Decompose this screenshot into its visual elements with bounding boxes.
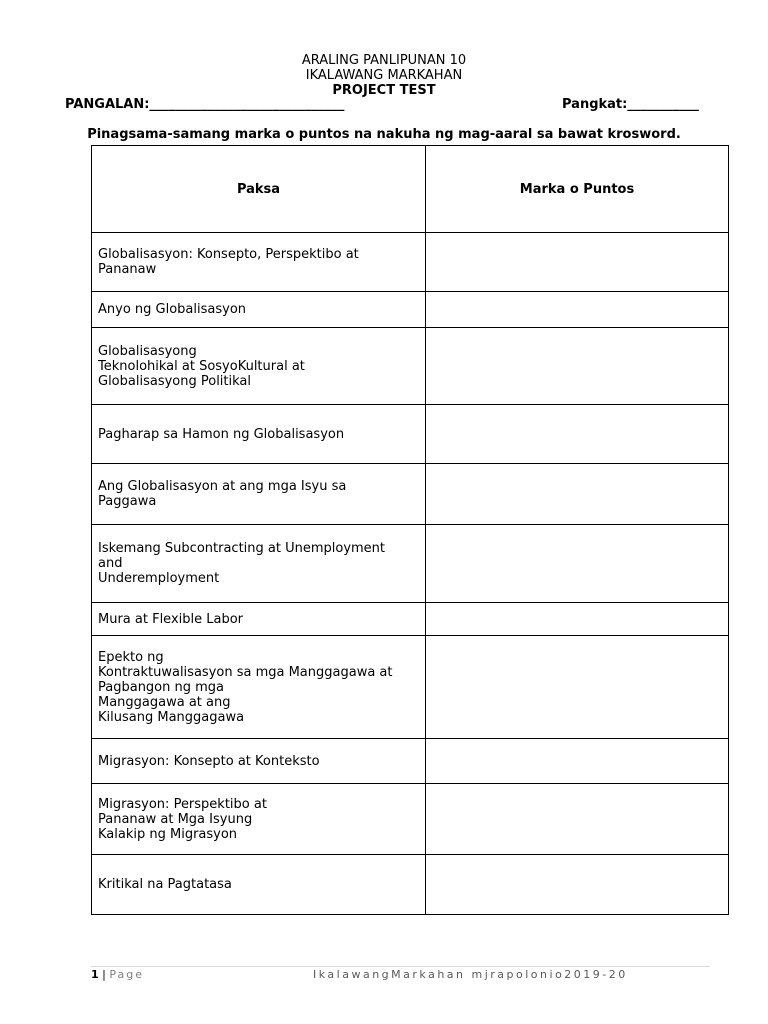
topic-line: Kalakip ng Migrasyon: [98, 826, 238, 842]
page-label: Page: [109, 968, 145, 981]
table-row: [92, 739, 729, 784]
instruction-text: Pinagsama-samang marka o puntos na nakuha ng mag-aaral sa bawat krosword.: [87, 127, 681, 142]
score-cell[interactable]: [426, 233, 729, 292]
topic-line: Globalisasyon: Konsepto, Perspektibo at: [98, 247, 359, 262]
topic-cell: [92, 464, 426, 525]
topic-cell: [92, 292, 426, 328]
score-cell[interactable]: [426, 784, 729, 855]
footer-note: IkalawangMarkahan mjrapolonio2019-20: [313, 968, 628, 981]
topic-cell: [92, 636, 426, 739]
topic-line: Pagbangon ng mga: [98, 679, 225, 695]
topic-line: Migrasyon: Konsepto at Konteksto: [98, 753, 320, 769]
score-cell[interactable]: [426, 405, 729, 464]
score-cell[interactable]: [426, 292, 729, 328]
score-cell[interactable]: [426, 739, 729, 784]
topic-line: Manggagawa at ang: [98, 694, 231, 710]
score-cell[interactable]: [426, 855, 729, 915]
topic-cell: [92, 405, 426, 464]
topic-cell: [92, 233, 426, 292]
topic-line: Underemployment: [98, 571, 220, 586]
table-row: [92, 233, 729, 292]
table-row: [92, 464, 729, 525]
score-cell[interactable]: [426, 328, 729, 405]
topic-line: Kontraktuwalisasyon sa mga Manggagawa at: [98, 664, 393, 680]
topic-line: Globalisasyong Politikal: [98, 373, 252, 389]
table-row: [92, 328, 729, 405]
score-cell[interactable]: [426, 525, 729, 603]
table-row: [92, 292, 729, 328]
topic-line: and: [98, 556, 123, 571]
table-row: [92, 405, 729, 464]
topic-cell: [92, 603, 426, 636]
score-table: [91, 145, 729, 915]
topic-line: Kilusang Manggagawa: [98, 709, 245, 725]
topic-line: Migrasyon: Perspektibo at: [98, 796, 267, 812]
page-number: 1: [91, 968, 99, 981]
topic-line: Pananaw: [98, 262, 157, 277]
table-row: [92, 636, 729, 739]
table-row: [92, 525, 729, 603]
table-row: [92, 784, 729, 855]
subject-title: ARALING PANLIPUNAN 10: [301, 53, 467, 68]
topic-line: Iskemang Subcontracting at Unemployment: [98, 541, 386, 556]
topic-line: Paggawa: [98, 494, 157, 509]
table-header-row: [92, 146, 729, 233]
topic-cell: [92, 855, 426, 915]
topic-line: Globalisasyong: [98, 343, 197, 359]
topic-line: Teknolohikal at SosyoKultural at: [98, 358, 305, 374]
topic-line: Pananaw at Mga Isyung: [98, 811, 253, 827]
topic-line: Ang Globalisasyon at ang mga Isyu sa: [98, 479, 347, 494]
footer-divider: [91, 966, 710, 967]
topic-cell: [92, 739, 426, 784]
header-score: Marka o Puntos: [426, 146, 729, 233]
table-row: [92, 855, 729, 915]
topic-line: Pagharap sa Hamon ng Globalisasyon: [98, 426, 345, 442]
score-cell[interactable]: [426, 636, 729, 739]
group-field: Pangkat:___________: [562, 97, 699, 112]
topic-cell: [92, 784, 426, 855]
page-indicator: [91, 968, 144, 981]
topic-line: Anyo ng Globalisasyon: [98, 302, 247, 317]
score-cell[interactable]: [426, 603, 729, 636]
quarter-title: IKALAWANG MARKAHAN: [305, 68, 463, 83]
topic-line: Epekto ng: [98, 649, 164, 665]
name-field: PANGALAN:______________________________: [65, 97, 345, 112]
header-topic: Paksa: [92, 146, 426, 233]
score-cell[interactable]: [426, 464, 729, 525]
table-row: [92, 603, 729, 636]
test-title: PROJECT TEST: [332, 83, 436, 98]
page-separator: |: [102, 968, 106, 981]
topic-line: Kritikal na Pagtatasa: [98, 877, 232, 892]
topic-cell: [92, 525, 426, 603]
topic-line: Mura at Flexible Labor: [98, 611, 244, 627]
topic-cell: [92, 328, 426, 405]
